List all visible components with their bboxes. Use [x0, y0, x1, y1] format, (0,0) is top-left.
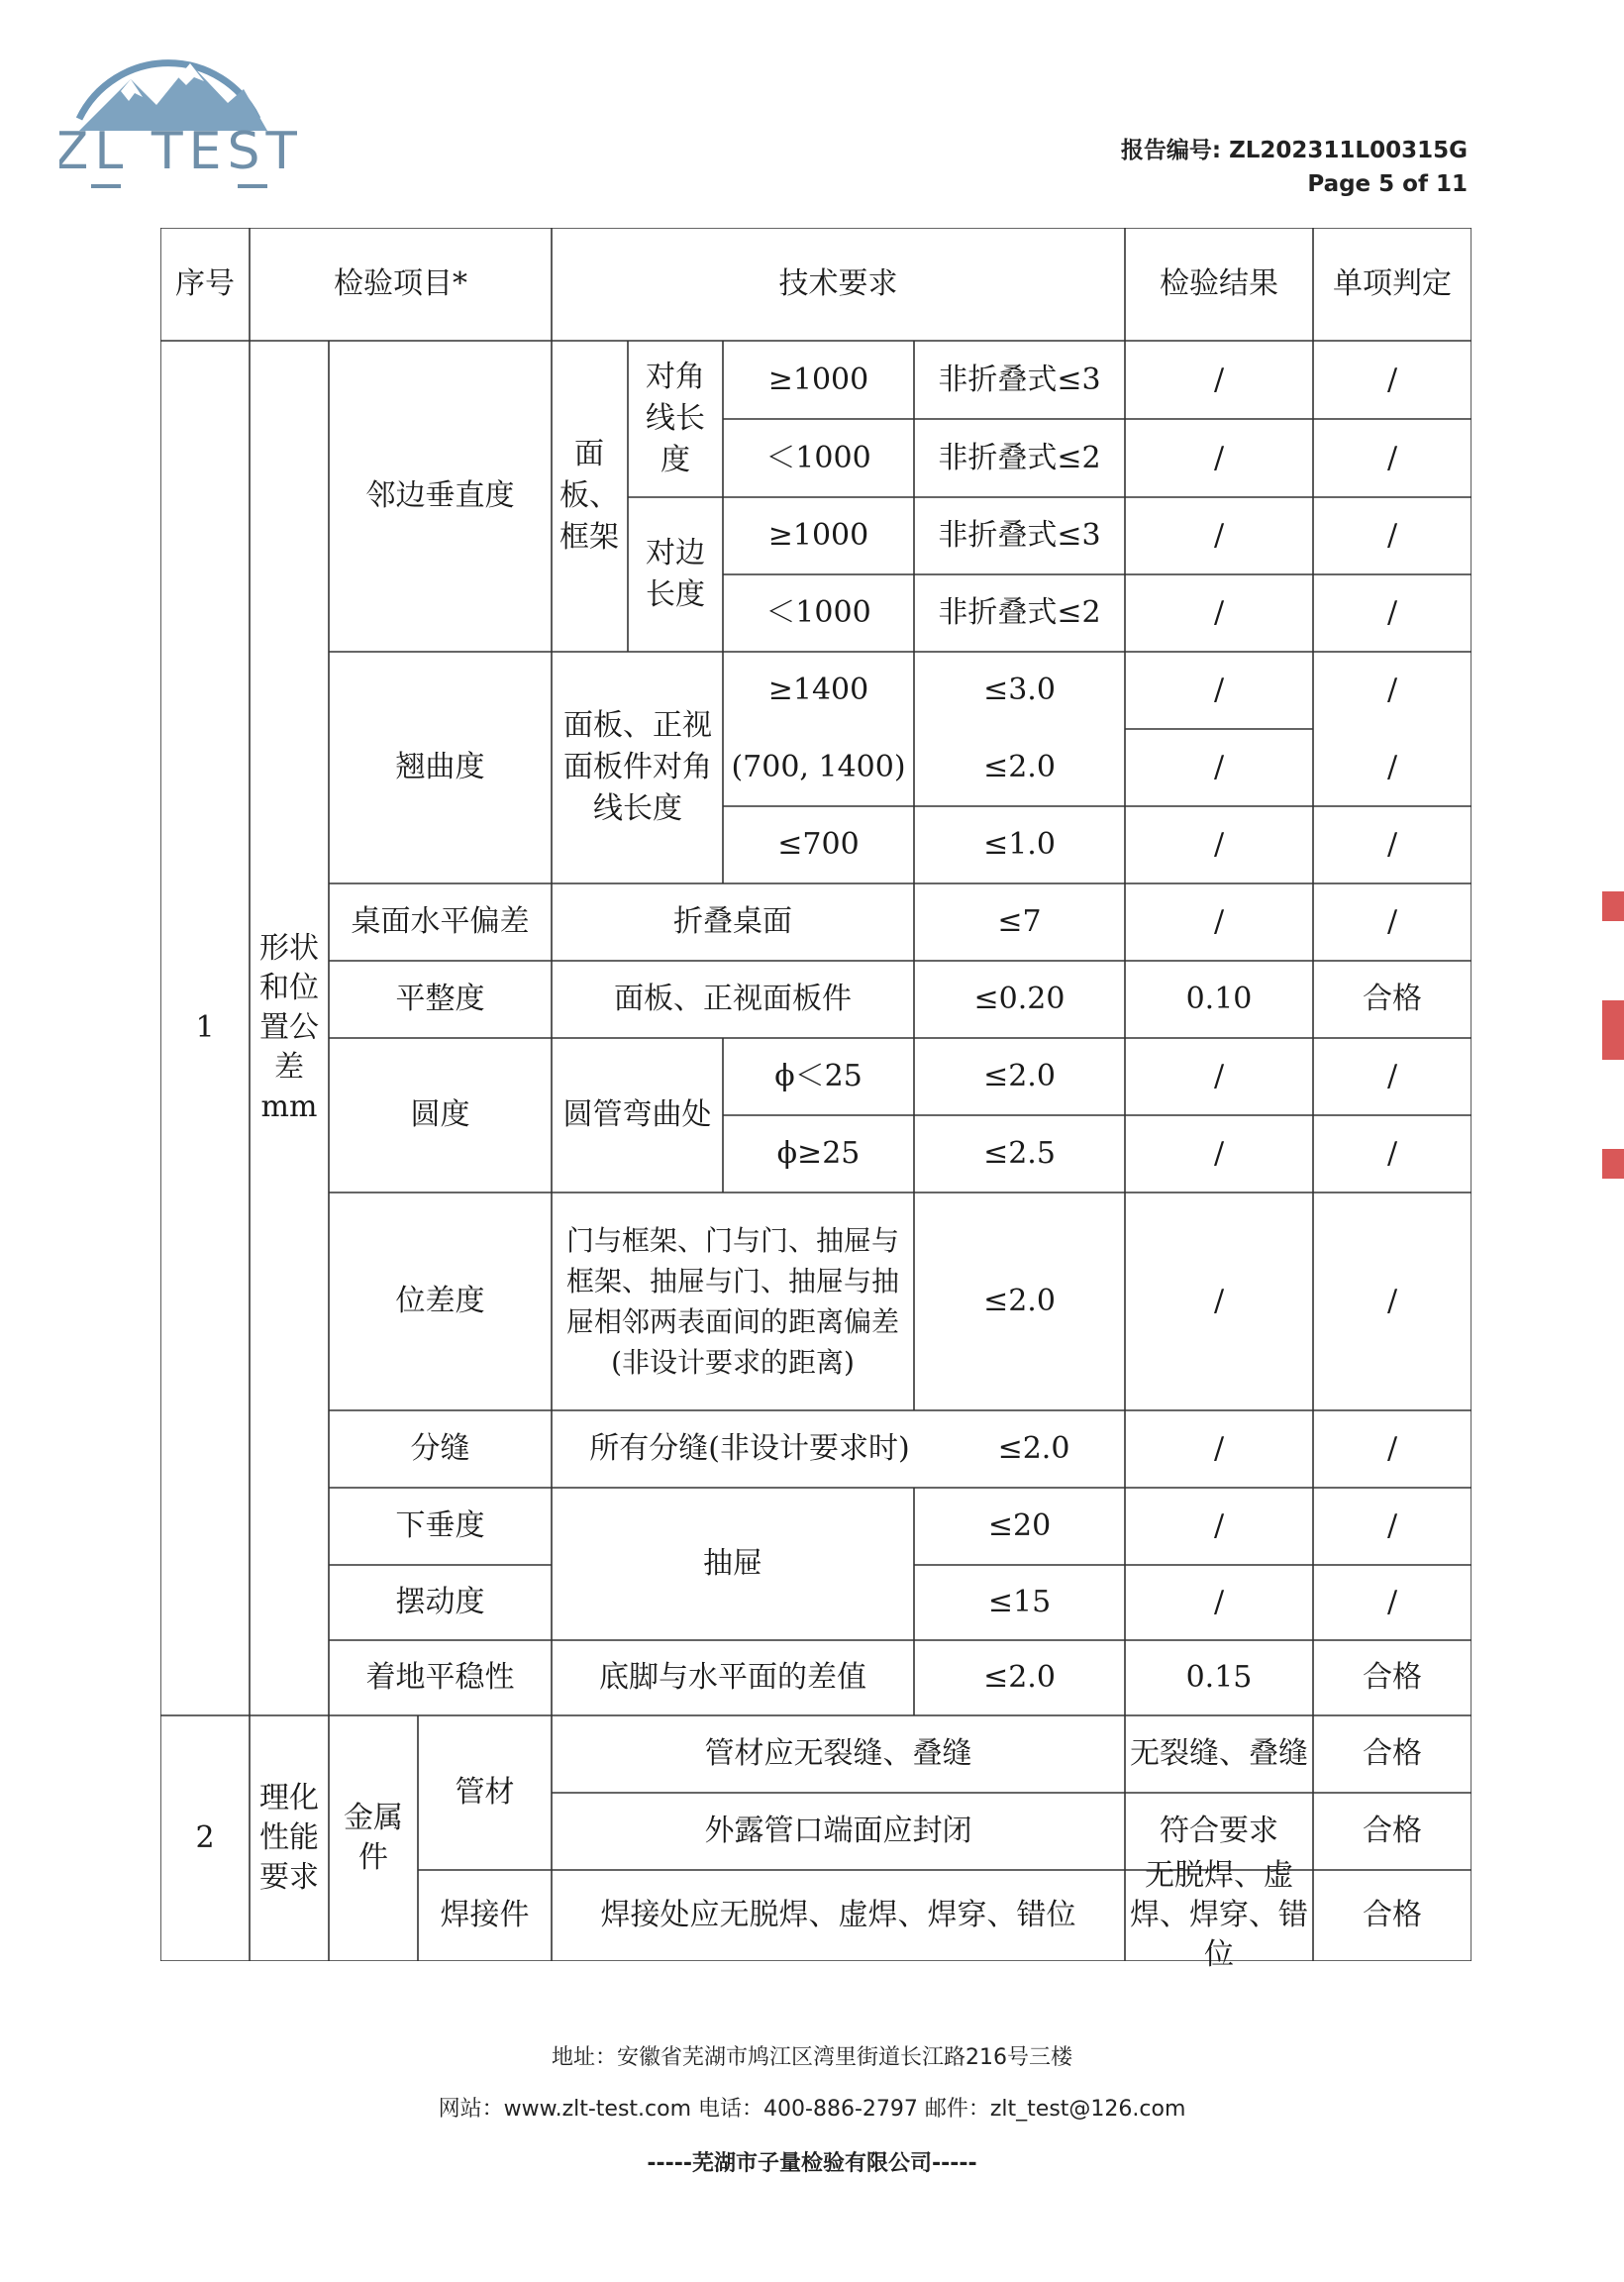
group-cell: 形状和位置公差mm [259, 931, 319, 1124]
requirement-cell: ≤3.0 [983, 673, 1056, 707]
requirement-cell: ≤2.5 [983, 1136, 1056, 1171]
judgement-cell: 合格 [1363, 1660, 1422, 1695]
judgement-cell: 合格 [1363, 1736, 1422, 1771]
result-cell: / [1213, 1585, 1225, 1619]
requirement-cell: 外露管口端面应封闭 [704, 1814, 972, 1848]
sub-item-cell: 面板、正视面板件对角线长度 [563, 708, 712, 826]
page-number: Page 5 of 11 [1307, 171, 1468, 197]
condition-cell: ＜1000 [765, 595, 871, 630]
requirement-cell: ≤20 [987, 1508, 1052, 1543]
sub-item-cell: 圆管弯曲处 [562, 1097, 712, 1132]
requirement-cell: 非折叠式≤3 [938, 518, 1101, 553]
judgement-cell: / [1386, 904, 1398, 939]
result-cell: 0.15 [1185, 1660, 1253, 1695]
result-cell: / [1213, 904, 1225, 939]
requirement-cell: 非折叠式≤3 [938, 362, 1101, 397]
judgement-cell: / [1386, 1431, 1398, 1466]
judgement-cell: / [1386, 1059, 1398, 1093]
requirement-cell: ≤0.20 [973, 982, 1066, 1016]
requirement-cell: ≤1.0 [983, 827, 1056, 862]
judgement-cell: / [1386, 1508, 1398, 1543]
judgement-cell: / [1386, 440, 1398, 475]
sub-item-cell: 对边长度 [646, 536, 705, 612]
requirement-cell: 非折叠式≤2 [938, 595, 1101, 630]
header-seq: 序号 [175, 266, 235, 301]
item-cell: 焊接件 [440, 1898, 530, 1932]
footer-address: 地址：安徽省芜湖市鸠江区湾里街道长江路216号三楼 [552, 2045, 1072, 2070]
result-cell: / [1213, 1059, 1225, 1093]
sub-item-cell: 门与框架、门与门、抽屉与框架、抽屉与门、抽屉与抽屉相邻两表面间的距离偏差(非设计要求的距离) [565, 1224, 899, 1379]
result-cell: / [1213, 518, 1225, 553]
stamp-fragment [1602, 1000, 1624, 1060]
condition-cell: ≥1000 [767, 518, 869, 553]
judgement-cell: / [1386, 1585, 1398, 1619]
judgement-cell: / [1386, 750, 1398, 784]
result-cell: / [1213, 1284, 1225, 1318]
result-cell: / [1213, 827, 1225, 862]
condition-cell: ＜1000 [765, 440, 871, 475]
judgement-cell: / [1386, 1284, 1398, 1318]
item-cell: 位差度 [395, 1284, 485, 1318]
sub-group-cell: 金属件 [344, 1801, 403, 1875]
result-cell: 符合要求 [1160, 1814, 1278, 1848]
judgement-cell: / [1386, 518, 1398, 553]
result-cell: / [1213, 673, 1225, 707]
item-cell: 着地平稳性 [365, 1660, 515, 1695]
item-cell: 邻边垂直度 [365, 478, 515, 513]
sub-item-cell: 折叠桌面 [673, 904, 792, 939]
requirement-cell: ≤2.0 [983, 1284, 1056, 1318]
requirement-cell: 管材应无裂缝、叠缝 [704, 1736, 972, 1771]
stamp-fragment [1602, 891, 1624, 921]
judgement-cell: / [1386, 673, 1398, 707]
seq-cell: 1 [195, 1010, 215, 1045]
item-cell: 摆动度 [395, 1585, 485, 1619]
sub-item-cell: 面板、正视面板件 [614, 982, 852, 1016]
item-cell: 管材 [455, 1775, 515, 1810]
result-cell: / [1213, 440, 1225, 475]
condition-cell: ϕ＜25 [774, 1059, 863, 1093]
result-cell: / [1213, 1136, 1225, 1171]
item-cell: 平整度 [395, 982, 485, 1016]
sub-item-cell: 所有分缝(非设计要求时) [589, 1431, 910, 1466]
sub-item-cell: 底脚与水平面的差值 [599, 1660, 866, 1695]
sub-item-cell: 面板、框架 [559, 437, 619, 555]
result-cell: / [1213, 1431, 1225, 1466]
svg-text:ZL TEST: ZL TEST [59, 122, 297, 181]
seq-cell: 2 [195, 1820, 215, 1855]
result-cell: / [1213, 750, 1225, 784]
footer-contact: 网站：www.zlt-test.com 电话：400-886-2797 邮件：zlt_test@126.com [438, 2097, 1186, 2122]
condition-cell: ≥1400 [767, 673, 869, 707]
requirement-cell: ≤15 [987, 1585, 1052, 1619]
company-logo [59, 20, 297, 198]
requirement-cell: ≤2.0 [997, 1431, 1070, 1466]
result-cell: / [1213, 362, 1225, 397]
item-cell: 翘曲度 [395, 750, 485, 784]
stamp-fragment [1602, 1149, 1624, 1179]
group-cell: 理化性能要求 [259, 1781, 319, 1895]
item-cell: 下垂度 [395, 1508, 485, 1543]
header-result: 检验结果 [1160, 266, 1278, 301]
sub-item-cell: 对角线长度 [646, 360, 705, 477]
header-requirement: 技术要求 [778, 266, 898, 301]
result-cell: 0.10 [1185, 982, 1253, 1016]
result-cell: / [1213, 1508, 1225, 1543]
requirement-cell: ≤2.0 [983, 750, 1056, 784]
condition-cell: ϕ≥25 [776, 1136, 861, 1171]
header-item: 检验项目* [334, 266, 467, 301]
judgement-cell: / [1386, 595, 1398, 630]
judgement-cell: / [1386, 1136, 1398, 1171]
requirement-cell: 焊接处应无脱焊、虚焊、焊穿、错位 [600, 1898, 1076, 1932]
footer-company: -----芜湖市子量检验有限公司----- [647, 2151, 977, 2176]
judgement-cell: 合格 [1363, 982, 1422, 1016]
judgement-cell: 合格 [1363, 1814, 1422, 1848]
requirement-cell: ≤7 [997, 904, 1042, 939]
item-cell: 圆度 [410, 1097, 470, 1132]
mountain-logo-icon [59, 20, 297, 198]
requirement-cell: ≤2.0 [983, 1660, 1056, 1695]
requirement-cell: ≤2.0 [983, 1059, 1056, 1093]
judgement-cell: / [1386, 362, 1398, 397]
item-cell: 桌面水平偏差 [351, 904, 530, 939]
result-cell: 无裂缝、叠缝 [1130, 1736, 1308, 1771]
sub-item-cell: 抽屉 [703, 1546, 762, 1581]
judgement-cell: / [1386, 827, 1398, 862]
judgement-cell: 合格 [1363, 1898, 1422, 1932]
requirement-cell: 非折叠式≤2 [938, 440, 1101, 475]
inspection-table [160, 228, 1472, 1972]
report-number: 报告编号: ZL202311L00315G [1120, 138, 1468, 163]
condition-cell: ≤700 [777, 827, 860, 862]
result-cell: / [1213, 595, 1225, 630]
condition-cell: (700, 1400) [731, 750, 906, 784]
result-cell: 无脱焊、虚焊、焊穿、错位 [1130, 1858, 1308, 1972]
header-judgement: 单项判定 [1333, 266, 1452, 301]
item-cell: 分缝 [410, 1431, 470, 1466]
condition-cell: ≥1000 [767, 362, 869, 397]
